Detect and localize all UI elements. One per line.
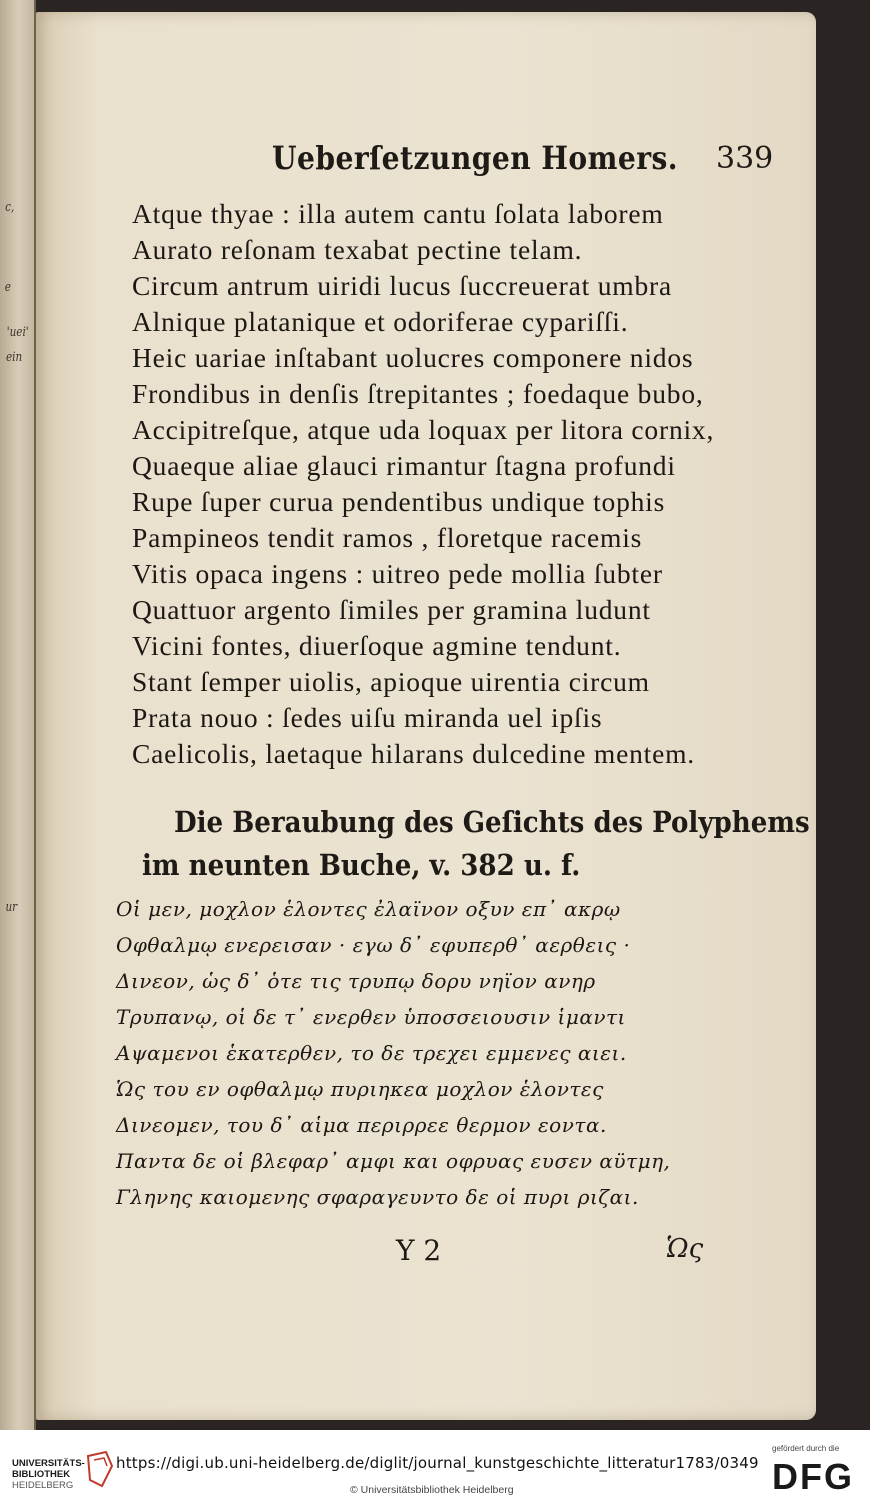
library-name-line: BIBLIOTHEK xyxy=(12,1469,71,1480)
latin-verse-line: Heic uariae inſtabant uolucres componere nidos xyxy=(132,342,694,373)
sponsor-note: gefördert durch die xyxy=(772,1444,840,1453)
greek-verse-line: Δινεον, ὡς δ᾽ ὁτε τις τρυπῳ δορυ νηϊον ανηρ xyxy=(116,969,596,993)
facing-page-fragment: c, xyxy=(5,200,15,215)
latin-verse-line: Stant ſemper uiolis, apioque uirentia circum xyxy=(132,666,650,697)
latin-verse-line: Alnique platanique et odoriferae cypariſſi. xyxy=(132,306,629,337)
greek-verse-line: Δινεομεν, του δ᾽ αἱμα περιρρεε θερμον εοντα. xyxy=(116,1113,607,1137)
library-name-line: UNIVERSITÄTS- xyxy=(12,1458,85,1469)
library-city-line: HEIDELBERG xyxy=(12,1480,74,1491)
library-emblem-icon xyxy=(84,1450,118,1488)
greek-verse-line: Οφθαλμῳ ενερεισαν · εγω δ᾽ εφυπερθ᾽ αερθεις · xyxy=(116,933,631,957)
latin-verse-line: Quattuor argento ſimiles per gramina ludunt xyxy=(132,594,651,625)
latin-verse-line: Frondibus in denſis ſtrepitantes ; foedaque bubo, xyxy=(132,378,704,409)
latin-verse-line: Accipitreſque, atque uda loquax per litora cornix, xyxy=(132,414,715,445)
section-caption: Die Beraubung des Geſichts des Polyphems xyxy=(174,805,810,839)
latin-verse-line: Prata nouo : ſedes uiſu miranda uel ipſis xyxy=(132,702,603,733)
facing-page-fragment: ein xyxy=(6,350,23,365)
facing-page-edge xyxy=(0,0,36,1430)
latin-verse-line: Caelicolis, laetaque hilarans dulcedine mentem. xyxy=(132,738,695,769)
latin-verse-line: Vitis opaca ingens : uitreo pede mollia ſubter xyxy=(132,558,663,589)
greek-verse-line: Οἱ μεν, μοχλον ἑλοντες ἐλαϊνον οξυν επ᾽ ακρῳ xyxy=(116,897,621,921)
latin-verse-line: Quaeque aliae glauci rimantur ſtagna profundi xyxy=(132,450,676,481)
latin-verse-line: Atque thyae : illa autem cantu ſolata laborem xyxy=(132,198,664,229)
printer-signature-mark: Y 2 xyxy=(396,1234,442,1267)
greek-verse-line: Τρυπανῳ, οἱ δε τ᾽ ενερθεν ὑποσσειουσιν ἱμαντι xyxy=(116,1005,626,1029)
latin-verse-line: Aurato reſonam texabat pectine telam. xyxy=(132,234,583,265)
copyright-notice: © Universitätsbibliothek Heidelberg xyxy=(350,1484,514,1496)
facing-page-fragment: 'uei' xyxy=(6,325,29,340)
latin-verse-line: Circum antrum uiridi lucus ſuccreuerat umbra xyxy=(132,270,672,301)
running-header xyxy=(272,139,772,189)
page-number: 339 xyxy=(716,141,774,176)
catchword: Ὡς xyxy=(666,1234,704,1264)
facing-page-fragment: e xyxy=(4,280,11,295)
section-caption-reference: im neunten Buche, v. 382 u. f. xyxy=(142,848,581,882)
latin-verse-line: Vicini fontes, diuerſoque agmine tendunt. xyxy=(132,630,622,661)
library-logo-text xyxy=(12,1458,85,1491)
running-title: Ueberſetzungen Homers. xyxy=(272,139,679,177)
dfg-logo: DFG xyxy=(772,1456,854,1497)
book-page xyxy=(36,12,816,1420)
permalink-url[interactable]: https://digi.ub.uni-heidelberg.de/diglit/journal_kunstgeschichte_litteratur1783/0349 xyxy=(116,1454,759,1472)
greek-verse-line: Παντα δε οἱ βλεφαρ᾽ αμφι και οφρυας ευσεν αϋτμη, xyxy=(116,1149,671,1173)
latin-verse-line: Pampineos tendit ramos , floretque racemis xyxy=(132,522,643,553)
latin-verse-line: Rupe ſuper curua pendentibus undique tophis xyxy=(132,486,666,517)
greek-verse-line: Ὡς του εν οφθαλμῳ πυριηκεα μοχλον ἑλοντες xyxy=(116,1077,604,1101)
facing-page-fragment: ur xyxy=(5,900,18,915)
viewer-footer xyxy=(0,1430,870,1505)
greek-verse-line: Αψαμενοι ἑκατερθεν, το δε τρεχει εμμενες αιει. xyxy=(116,1041,627,1065)
greek-verse-line: Γληνης καιομενης σφαραγευντο δε οἱ πυρι ριζαι. xyxy=(116,1185,639,1209)
